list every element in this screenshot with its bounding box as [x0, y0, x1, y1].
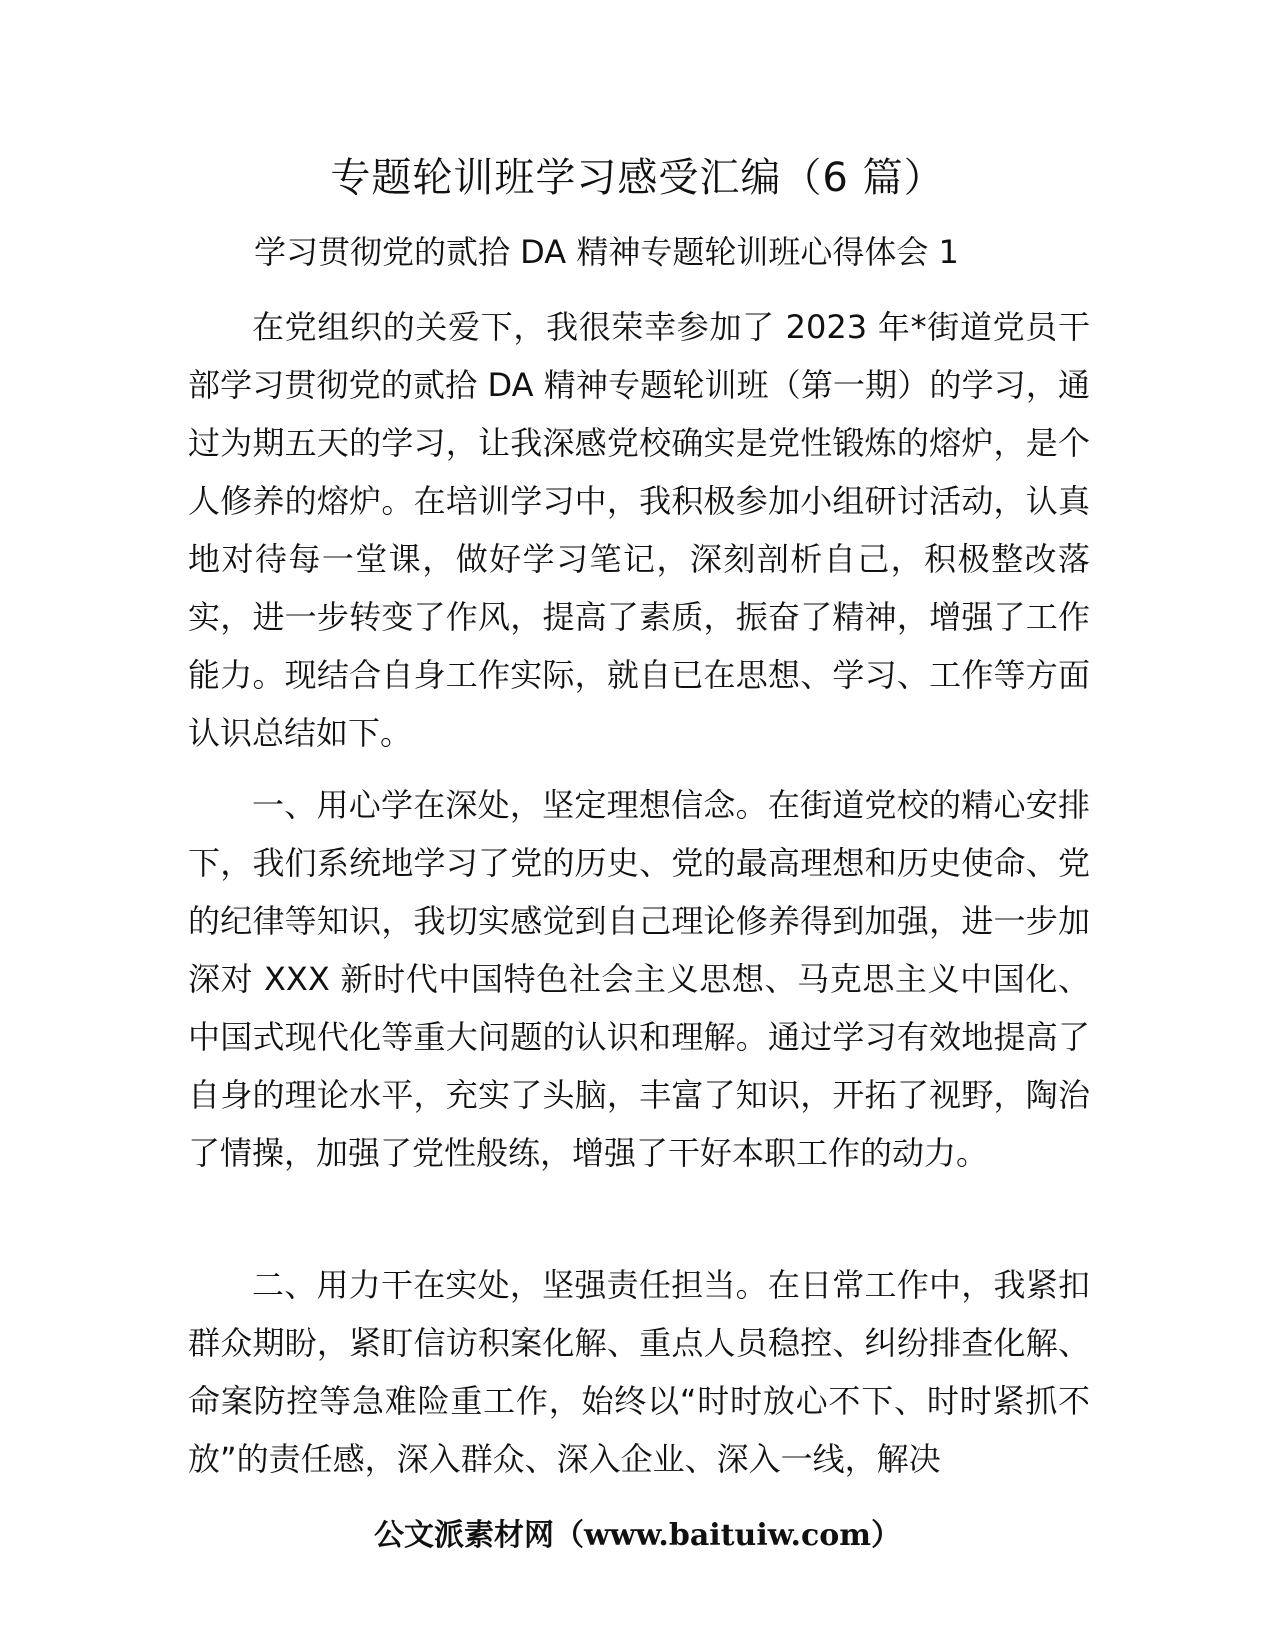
- article-title: 学习贯彻党的贰拾 DA 精神专题轮训班心得体会 1: [254, 233, 959, 271]
- body-paragraph: 二、用力干在实处，坚强责任担当。在日常工作中，我紧扣群众期盼，紧盯信访积案化解、重点人员稳控、纠纷排查化解、命案防控等急难险重工作，始终以“时时放心不下、时时紧抓不放”的责任感，深入群众、深入企业、深入一线，解决: [188, 1266, 1090, 1478]
- footer-watermark: 公文派素材网（www.baituiw.com）: [373, 1518, 902, 1553]
- document-title: 专题轮训班学习感受汇编（6 篇）: [330, 155, 945, 201]
- body-paragraph: 一、用心学在深处，坚定理想信念。在街道党校的精心安排下，我们系统地学习了党的历史、党的最高理想和历史使命、党的纪律等知识，我切实感觉到自己理论修养得到加强，进一步加深对 XXX 新时代中国特色社会主义思想、马克思主义中国化、中国式现代化等重大问题的认识和理解。通过学习有效地提高了自身的理论水平，充实了头脑，丰富了知识，开拓了视野，陶治了情操，加强了党性般练，增强了干好本职工作的动力。: [188, 786, 1090, 1172]
- body-paragraph: 在党组织的关爱下，我很荣幸参加了 2023 年*街道党员干部学习贯彻党的贰拾 DA 精神专题轮训班（第一期）的学习，通过为期五天的学习，让我深感党校确实是党性锻炼的熔炉，是个人修养的熔炉。在培训学习中，我积极参加小组研讨活动，认真地对待每一堂课，做好学习笔记，深刻剖析自己，积极整改落实，进一步转变了作风，提高了素质，振奋了精神，增强了工作能力。现结合自身工作实际，就自已在思想、学习、工作等方面认识总结如下。: [188, 308, 1090, 752]
